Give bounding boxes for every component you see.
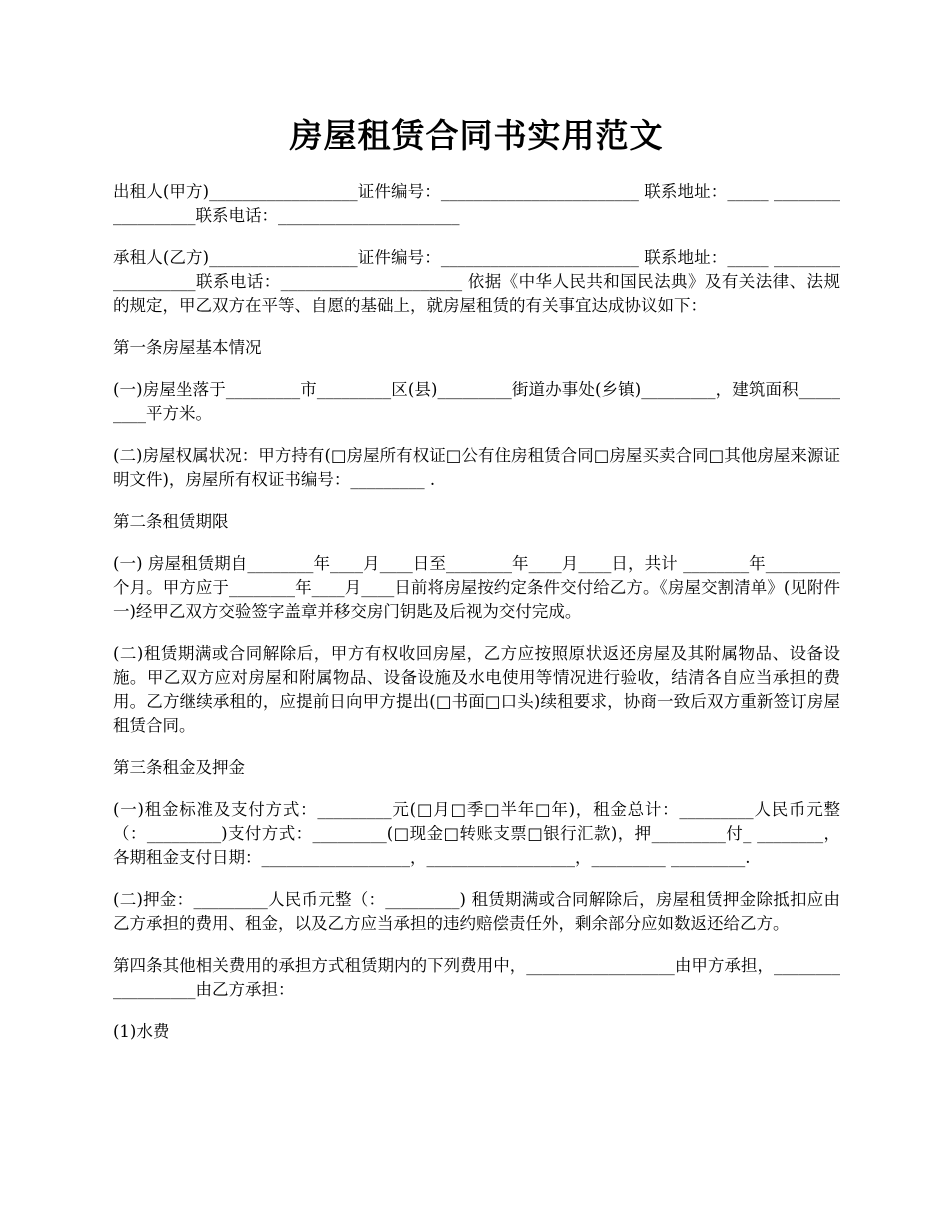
water-fee-item: (1)水费 [113, 1022, 170, 1041]
property-ownership-paragraph: (二)房屋权属状况：甲方持有(□房屋所有权证□公有住房租赁合同□房屋买卖合同□其他房屋来源证明文件)，房屋所有权证书编号：_________ . [113, 446, 840, 489]
lease-term-paragraph: (一) 房屋租赁期自________年____月____日至________年____月____日，共计 ________年_________个月。甲方应于________年____月____日前将房屋按约定条件交付给乙方。《房屋交割清单》(见附件一)经甲乙双方交验签字盖章并移交房门钥匙及后视为交付完成。 [113, 554, 840, 621]
rent-payment-paragraph: (一)租金标准及支付方式：_________元(□月□季□半年□年)，租金总计：_________人民币元整（：_________)支付方式：_________(□现金□转账支票□银行汇款)，押_________付_ ________，各期租金支付日期：__________________，__________________，_________ _________. [113, 800, 840, 867]
document-title: 房屋租赁合同书实用范文 [289, 116, 664, 155]
article-4-paragraph: 第四条其他相关费用的承担方式租赁期内的下列费用中，__________________由甲方承担，__________________由乙方承担： [113, 956, 840, 999]
lessor-info-paragraph: 出租人(甲方)__________________证件编号：________________________ 联系地址：_____ __________________联系电话：______________________ [113, 182, 840, 225]
property-location-paragraph: (一)房屋坐落于_________市_________区(县)_________街道办事处(乡镇)_________，建筑面积_________平方米。 [113, 380, 840, 423]
document-body [113, 180, 840, 1062]
article-2-heading: 第二条租赁期限 [113, 512, 229, 531]
lease-end-paragraph: (二)租赁期满或合同解除后，甲方有权收回房屋，乙方应按照原状返还房屋及其附属物品、设备设施。甲乙双方应对房屋和附属物品、设备设施及水电使用等情况进行验收，结清各自应当承担的费用。乙方继续承租的，应提前日向甲方提出(□书面□口头)续租要求，协商一致后双方重新签订房屋租赁合同。 [113, 644, 840, 735]
article-3-heading: 第三条租金及押金 [113, 758, 245, 777]
lessee-info-paragraph: 承租人(乙方)__________________证件编号：________________________ 联系地址：_____ __________________联系电话：______________________ 依据《中华人民共和国民法典》及有关法律、法规的规定，甲乙双方在平等、自愿的基础上，就房屋租赁的有关事宜达成协议如下： [113, 248, 840, 315]
article-1-heading: 第一条房屋基本情况 [113, 338, 262, 357]
deposit-paragraph: (二)押金：_________人民币元整（：_________) 租赁期满或合同解除后，房屋租赁押金除抵扣应由乙方承担的费用、租金，以及乙方应当承担的违约赔偿责任外，剩余部分应如数返还给乙方。 [113, 890, 840, 933]
